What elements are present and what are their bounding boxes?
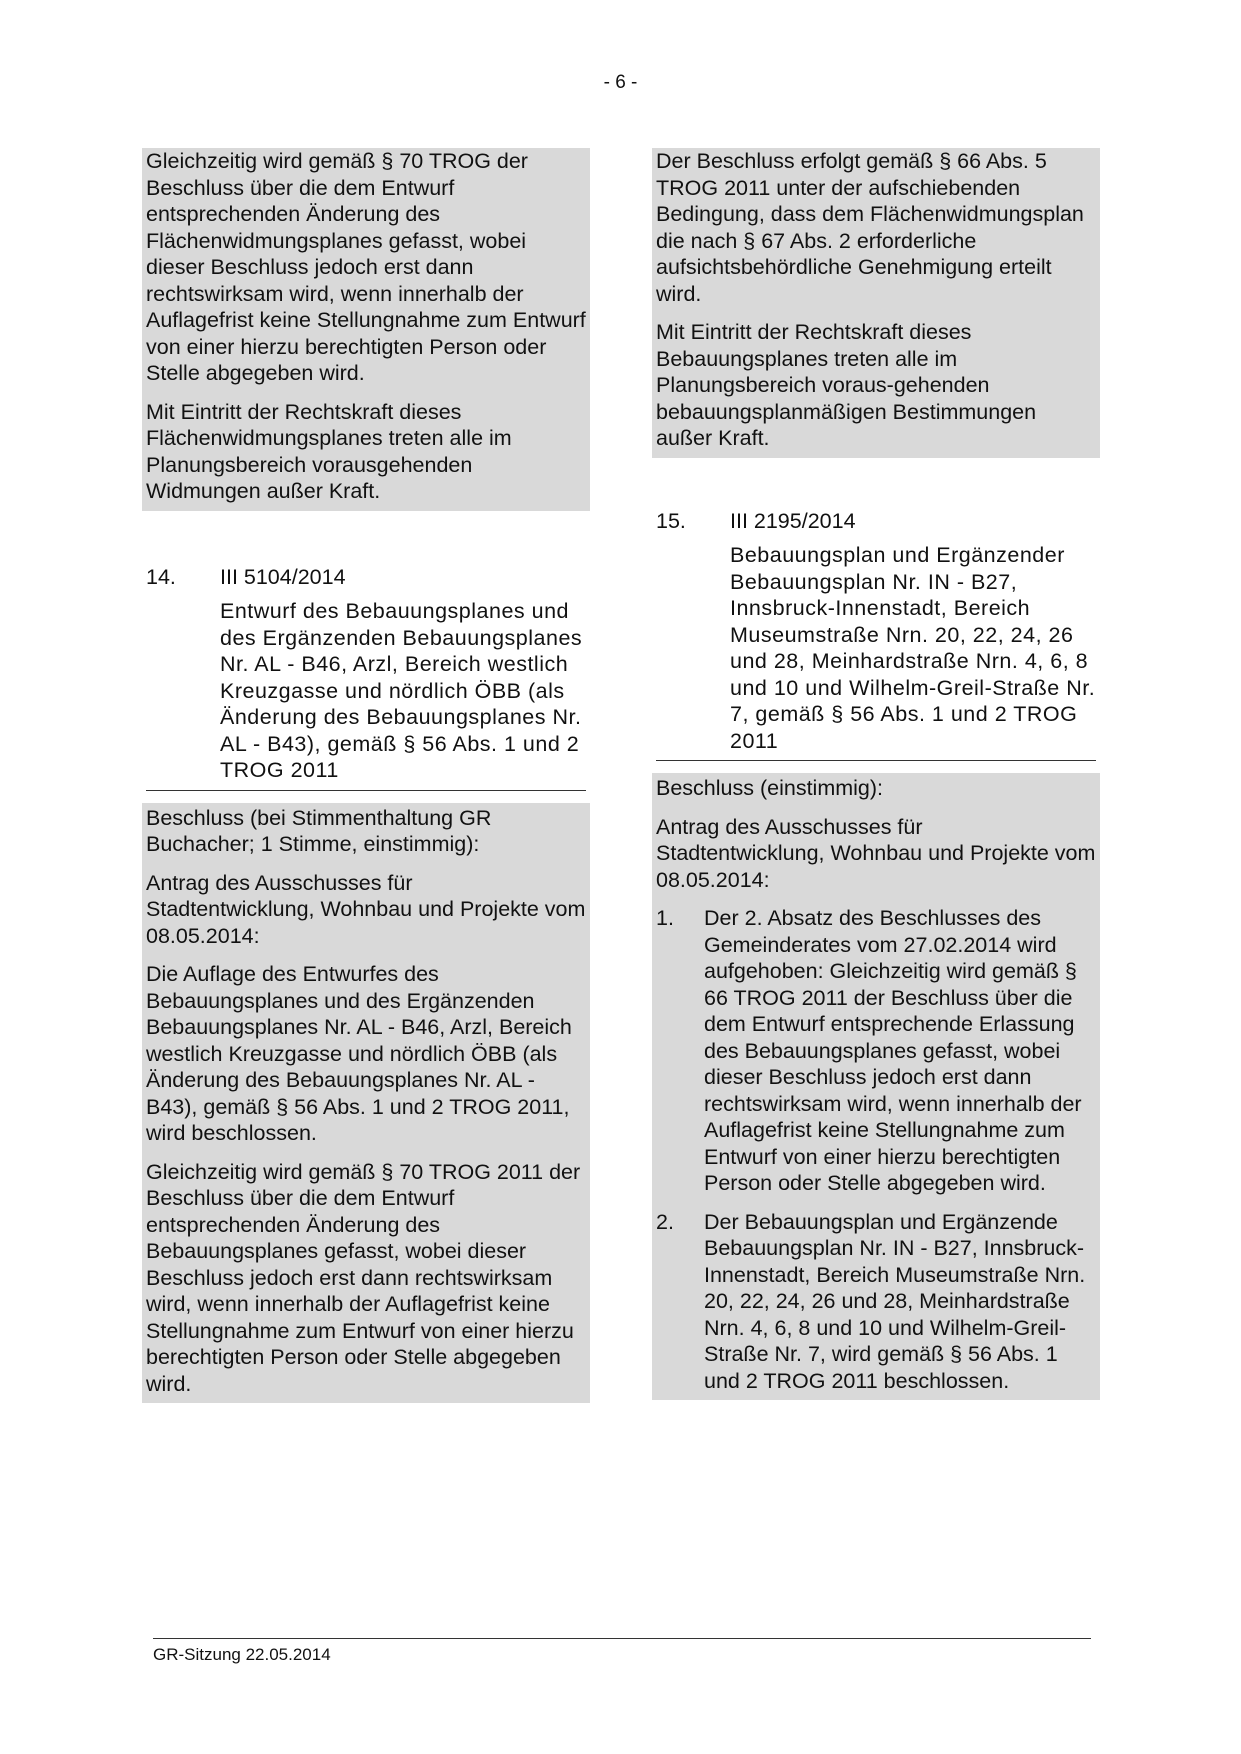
- item-15-resolution-block: [652, 773, 1100, 1400]
- resolution-paragraph: Gleichzeitig wird gemäß § 70 TROG 2011 der Beschluss über die dem Entwurf entsprechenden Änderung des Bebauungsplanes gefasst, wobei dieser Beschluss jedoch erst dann rechtswirksam wird, wenn innerhalb der Auflagefrist keine Stellungnahme zum Entwurf von einer hierzu berechtigten Person oder Stelle abgegeben wird.: [146, 1159, 581, 1396]
- point-text: Der 2. Absatz des Beschlusses des Gemeinderates vom 27.02.2014 wird aufgehoben: Gleichzeitig wird gemäß § 66 TROG 2011 der Beschluss über die dem Entwurf entsprechende Erlassung des Bebauungsplanes gefasst, wobei dieser Beschluss jedoch erst dann rechtswirksam wird, wenn innerhalb der Auflagefrist keine Stellungnahme zum Entwurf von einer hierzu berechtigten Person oder Stelle abgegeben wird.: [704, 906, 1082, 1195]
- resolution-line: Beschluss (bei Stimmenthaltung GR Buchacher; 1 Stimme, einstimmig):: [146, 805, 492, 856]
- right-continuation-block: [652, 148, 1100, 458]
- item-14-resolution-block: [142, 803, 590, 1404]
- resolution-paragraph: Die Auflage des Entwurfes des Bebauungsplanes und des Ergänzenden Bebauungsplanes Nr. AL - B46, Arzl, Bereich westlich Kreuzgasse und nördlich ÖBB (als Änderung des Bebauungsplanes Nr. AL - B43), gemäß § 56 Abs. 1 und 2 TROG 2011, wird beschlossen.: [146, 962, 572, 1145]
- right-column: [656, 148, 1096, 1400]
- item-number: 15.: [656, 508, 686, 533]
- page-number: - 6 -: [603, 72, 638, 93]
- item-reference: III 2195/2014: [730, 508, 856, 533]
- right-cont-paragraph: Der Beschluss erfolgt gemäß § 66 Abs. 5 TROG 2011 unter der aufschiebenden Bedingung, dass dem Flächenwidmungsplan die nach § 67 Abs. 2 erforderliche aufsichtsbehördliche Genehmigung erteilt wird.: [656, 149, 1084, 306]
- left-column: [146, 148, 586, 1403]
- point-number: 2.: [656, 1209, 674, 1234]
- resolution-line: Beschluss (einstimmig):: [656, 776, 883, 800]
- item-number: 14.: [146, 564, 176, 589]
- point-text: Der Bebauungsplan und Ergänzende Bebauungsplan Nr. IN - B27, Innsbruck-Innenstadt, Bereich Museumstraße Nrn. 20, 22, 24, 26 und 28, Meinhardstraße Nrn. 4, 6, 8 und 10 und Wilhelm-Greil-Straße Nr. 7, wird gemäß § 56 Abs. 1 und 2 TROG 2011 beschlossen.: [704, 1209, 1086, 1393]
- resolution-point: [656, 905, 1096, 1197]
- resolution-points: [656, 905, 1096, 1394]
- left-continuation-block: [142, 148, 590, 511]
- resolution-point: [656, 1209, 1096, 1395]
- item-divider: [146, 790, 586, 791]
- item-14-header: [146, 564, 586, 591]
- item-title: Entwurf des Bebauungsplanes und des Ergänzenden Bebauungsplanes Nr. AL - B46, Arzl, Bereich westlich Kreuzgasse und nördlich ÖBB (als Änderung des Bebauungsplanes Nr. AL - B43), gemäß § 56 Abs. 1 und 2 TROG 2011: [220, 599, 583, 782]
- point-number: 1.: [656, 906, 674, 930]
- item-reference: III 5104/2014: [220, 564, 346, 589]
- item-15-header: [656, 508, 1096, 535]
- footer-divider: [153, 1638, 1091, 1639]
- motion-line: Antrag des Ausschusses für Stadtentwicklung, Wohnbau und Projekte vom 08.05.2014:: [146, 870, 586, 948]
- right-cont-paragraph: Mit Eintritt der Rechtskraft dieses Bebauungsplanes treten alle im Planungsbereich voraus-gehenden bebauungsplanmäßigen Bestimmungen außer Kraft.: [656, 320, 1037, 450]
- item-title: Bebauungsplan und Ergänzender Bebauungsplan Nr. IN - B27, Innsbruck-Innenstadt, Bereich Museumstraße Nrn. 20, 22, 24, 26 und 28, Meinhardstraße Nrn. 4, 6, 8 und 10 und Wilhelm-Greil-Straße Nr. 7, gemäß § 56 Abs. 1 und 2 TROG 2011: [730, 543, 1096, 753]
- left-cont-paragraph: Mit Eintritt der Rechtskraft dieses Flächenwidmungsplanes treten alle im Planungsbereich vorausgehenden Widmungen außer Kraft.: [146, 399, 512, 503]
- left-cont-paragraph: Gleichzeitig wird gemäß § 70 TROG der Beschluss über die dem Entwurf entsprechenden Änderung des Flächenwidmungsplanes gefasst, wobei dieser Beschluss jedoch erst dann rechtswirksam wird, wenn innerhalb der Auflagefrist keine Stellungnahme zum Entwurf von einer hierzu berechtigten Person oder Stelle abgegeben wird.: [146, 149, 586, 385]
- motion-line: Antrag des Ausschusses für Stadtentwicklung, Wohnbau und Projekte vom 08.05.2014:: [656, 814, 1096, 892]
- item-divider: [656, 760, 1096, 761]
- footer-session-date: GR-Sitzung 22.05.2014: [153, 1645, 331, 1664]
